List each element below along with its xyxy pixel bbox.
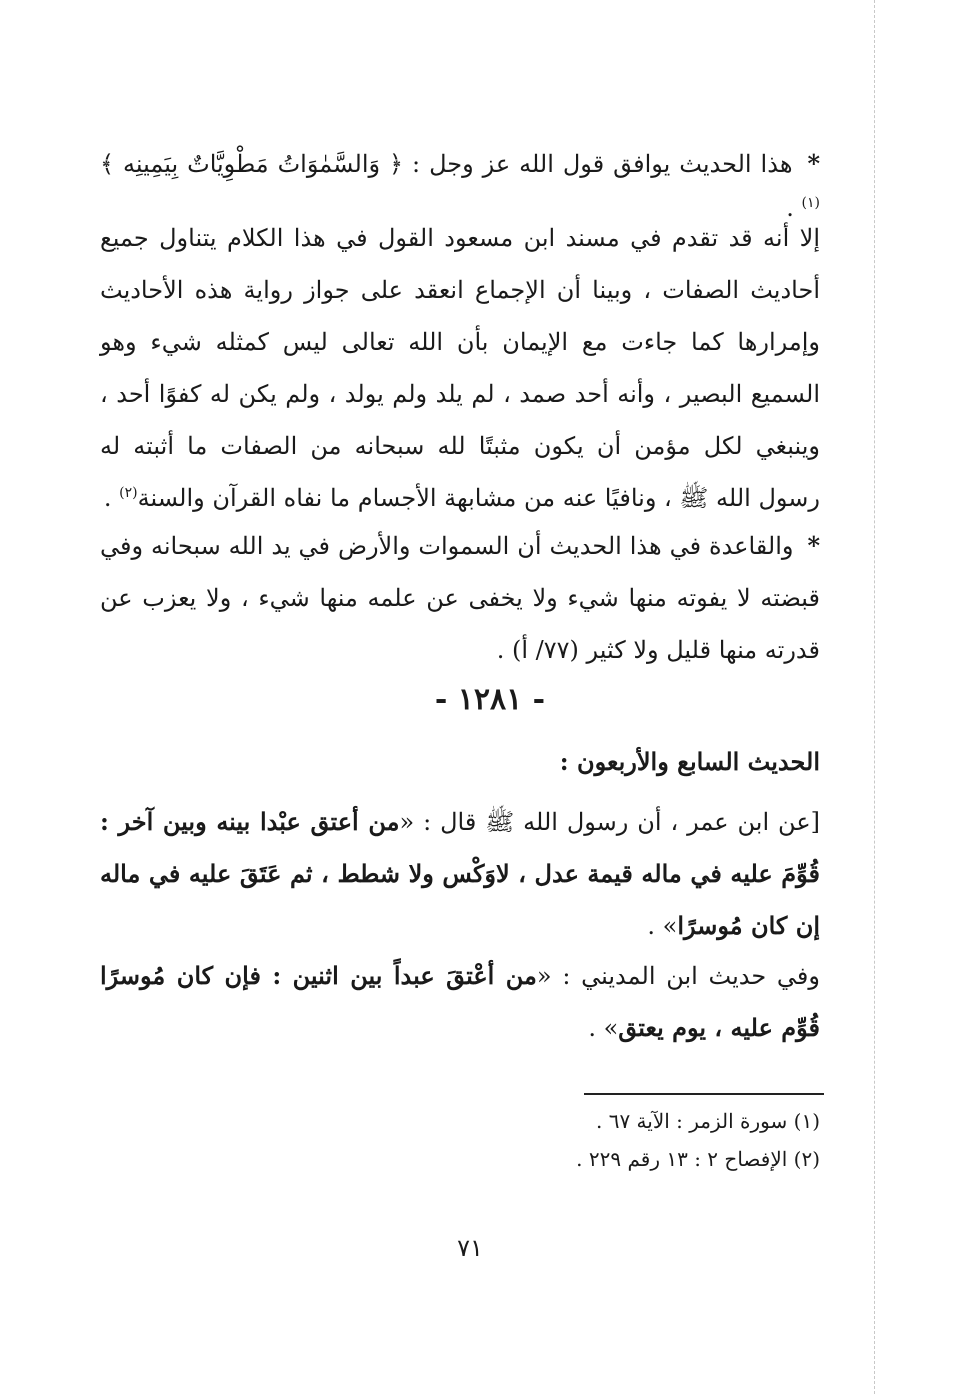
paragraph-2-text: إلا أنه قد تقدم في مسند ابن مسعود القول في هذا الكلام يتناول جميع أحاديث الصفات ، وبينا أن الإجماع انعقد على جواز رواية هذه الأحاديث وإمرارها كما جاءت مع الإيمان بأن الله تعالى ليس كمثله شيء وهو السميع البصير ، وأنه أحد صمد ، لم يلد ولم يولد ، ولم يكن له كفوًا أحد ، وينبغي لكل مؤمن أن يكون مثبتًا لله سبحانه من الصفات ما أثبته له رسول الله ﷺ ، ونافيًا عنه من مشابهة الأجسام ما نفاه القرآن والسنة xyxy=(100,224,820,512)
page-number: ٧١ xyxy=(457,1234,483,1262)
paragraph-5 xyxy=(100,950,820,1054)
paragraph-4 xyxy=(100,796,820,952)
paragraph-5-end: » . xyxy=(588,1014,619,1042)
hadith-text: من أعتق عبْدا بينه وبين آخر : قُوِّمَ عليه في ماله قيمة عدل ، لاوَكْس ولا شطط ، ثم عَتَقَ عليه في ماله إن كان مُوسرًا xyxy=(100,807,820,940)
paragraph-4-intro: [عن ابن عمر ، أن رسول الله ﷺ قال : « xyxy=(399,808,821,836)
paragraph-3 xyxy=(100,520,820,676)
paragraph-3-text: والقاعدة في هذا الحديث أن السموات والأرض في يد الله سبحانه وفي قبضته لا يفوته منها شيء ولا يخفى عن علمه منها شيء ، ولا يعزب عن قدرته منها قليل ولا كثير (٧٧/ أ) . xyxy=(100,532,820,664)
hadith-variant-text: من أعْتقَ عبداً بين اثنين : فإن كان مُوسرًا قُوِّم عليه ، يوم يعتق xyxy=(100,961,820,1042)
footnote-1: (١) سورة الزمر : الآية ٦٧ . xyxy=(595,1109,820,1133)
footnote-2: (٢) الإفصاح ٢ : ١٣ رقم ٢٢٩ . xyxy=(576,1147,820,1171)
paragraph-2-end: . xyxy=(103,484,112,512)
paragraph-4-end: » . xyxy=(647,912,678,940)
paragraph-1-end: . xyxy=(786,194,794,222)
quran-verse: ﴿ وَالسَّمٰوَاتُ مَطْوِيَّاتٌ بِيَمِينِه ﴾ xyxy=(100,150,404,178)
footnote-ref-1: (١) xyxy=(801,195,820,211)
scan-fold-line xyxy=(874,0,875,1394)
footnotes xyxy=(300,1102,820,1178)
bullet-marker: * xyxy=(807,149,820,178)
paragraph-5-intro: وفي حديث ابن المديني : « xyxy=(536,962,820,990)
paragraph-2 xyxy=(100,212,820,524)
hadith-number: - ١٢٨١ - xyxy=(434,682,546,717)
footnote-ref-2: (٢) xyxy=(119,485,138,501)
hadith-title: الحديث السابع والأربعون : xyxy=(559,747,820,776)
paragraph-1-text: هذا الحديث يوافق قول الله عز وجل : xyxy=(412,150,793,178)
footnote-divider xyxy=(584,1093,824,1095)
bullet-marker: * xyxy=(807,531,820,560)
